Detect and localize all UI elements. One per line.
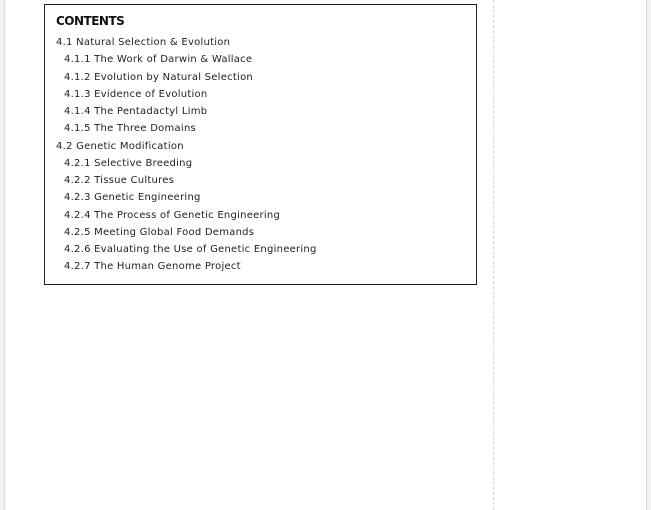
toc-link-4-2[interactable]: 4.2 Genetic Modification (56, 140, 184, 152)
toc-link-4-2-6[interactable]: 4.2.6 Evaluating the Use of Genetic Engineering (64, 244, 317, 255)
column-guide-line (493, 0, 494, 510)
toc-title: CONTENTS (56, 14, 125, 28)
toc-link-4-2-4[interactable]: 4.2.4 The Process of Genetic Engineering (64, 209, 281, 221)
table-of-contents (44, 4, 477, 285)
document-page (4, 0, 647, 510)
toc-link-4-2-1[interactable]: 4.2.1 Selective Breeding (64, 157, 193, 169)
toc-link-4-1-5[interactable]: 4.1.5 The Three Domains (64, 123, 196, 135)
toc-link-4-1-4[interactable]: 4.1.4 The Pentadactyl Limb (64, 106, 208, 117)
toc-link-4-1[interactable]: 4.1 Natural Selection & Evolution (56, 37, 231, 48)
toc-list (45, 34, 317, 276)
toc-link-4-2-7[interactable]: 4.2.7 The Human Genome Project (64, 261, 241, 273)
toc-link-4-2-3[interactable]: 4.2.3 Genetic Engineering (64, 192, 201, 204)
toc-link-4-1-3[interactable]: 4.1.3 Evidence of Evolution (64, 88, 208, 100)
toc-link-4-2-2[interactable]: 4.2.2 Tissue Cultures (64, 175, 175, 186)
toc-link-4-1-1[interactable]: 4.1.1 The Work of Darwin & Wallace (64, 54, 253, 66)
toc-link-4-1-2[interactable]: 4.1.2 Evolution by Natural Selection (64, 71, 254, 83)
toc-link-4-2-5[interactable]: 4.2.5 Meeting Global Food Demands (64, 226, 255, 238)
